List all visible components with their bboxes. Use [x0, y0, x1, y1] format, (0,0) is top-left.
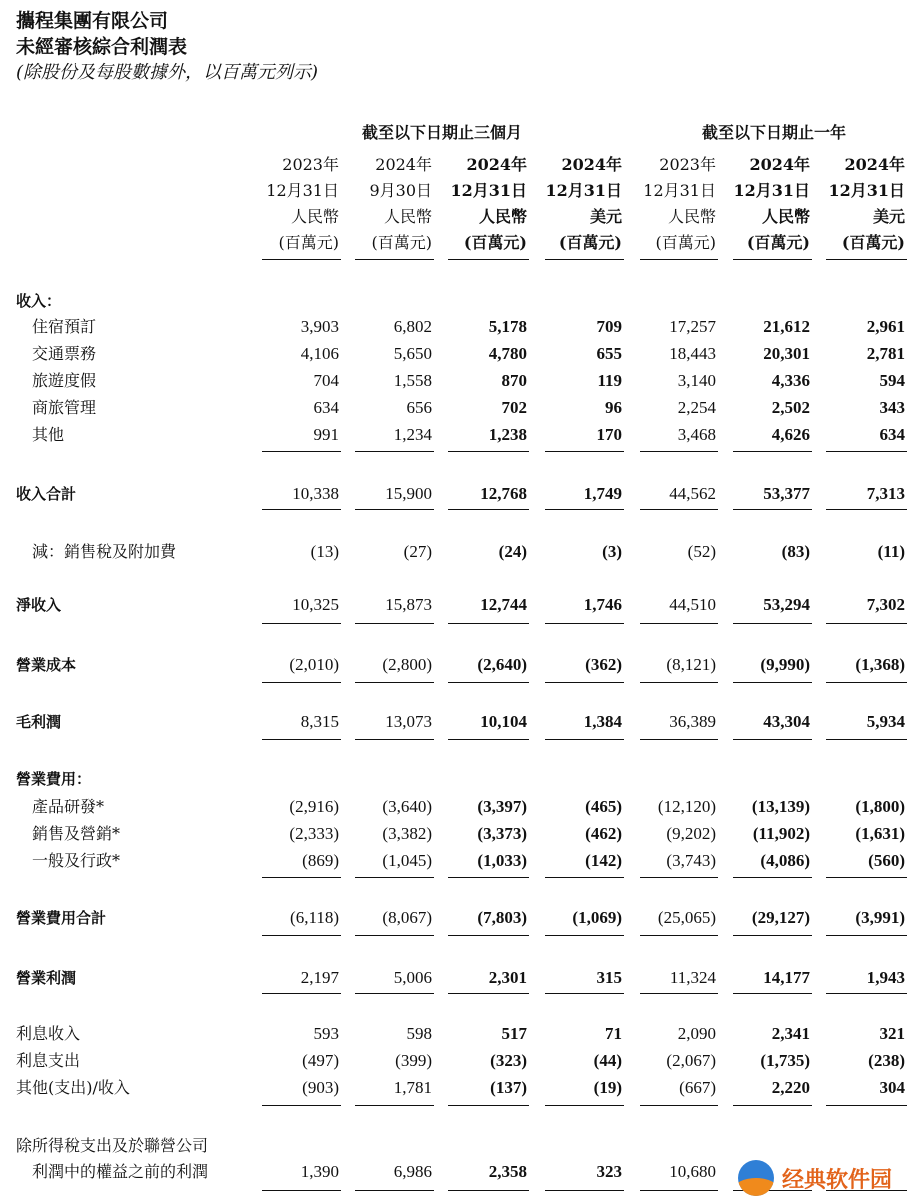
cell-value: 5,178	[488, 317, 527, 336]
cell-value: 991	[313, 425, 339, 444]
subtotal-rule	[733, 623, 812, 624]
cell-value: (25,065)	[657, 908, 716, 927]
cell-value: 1,746	[583, 595, 622, 614]
subtotal-rule	[826, 1105, 907, 1106]
column-header-unit: (百萬元)	[463, 233, 527, 252]
cell-value: (19)	[593, 1078, 622, 1097]
column-header-rule	[262, 259, 341, 260]
subtotal-rule	[545, 1190, 624, 1191]
subtotal-rule	[640, 451, 718, 452]
cell-value: (238)	[868, 1051, 905, 1070]
cell-value: (24)	[498, 542, 527, 561]
cell-value: (3,991)	[855, 908, 905, 927]
cell-value: (399)	[395, 1051, 432, 1070]
subtotal-rule	[826, 682, 907, 683]
cell-value: 4,106	[300, 344, 339, 363]
cell-value: (142)	[585, 851, 622, 870]
cell-value: (462)	[585, 824, 622, 843]
subtotal-rule	[262, 1105, 341, 1106]
cell-value: (8,121)	[666, 655, 716, 674]
row-label: 其他(支出)/收入	[16, 1078, 130, 1097]
cell-value: 5,006	[393, 968, 432, 987]
subtotal-rule	[640, 623, 718, 624]
cell-value: (3,382)	[382, 824, 432, 843]
cell-value: (2,010)	[289, 655, 339, 674]
subtotal-rule	[640, 993, 718, 994]
subtotal-rule	[262, 682, 341, 683]
cell-value: 593	[313, 1024, 339, 1043]
cell-value: 71	[605, 1024, 622, 1043]
row-label: 交通票務	[32, 344, 97, 363]
cell-value: 1,943	[866, 968, 905, 987]
table-row	[0, 794, 918, 820]
cell-value: (13)	[310, 542, 339, 561]
column-header-date: 12月31日	[828, 181, 905, 200]
subtotal-rule	[640, 682, 718, 683]
column-header-unit: (百萬元)	[841, 233, 905, 252]
table-row	[0, 539, 918, 565]
column-header-rule	[640, 259, 718, 260]
cell-value: 1,558	[393, 371, 432, 390]
cell-value: 17,257	[669, 317, 716, 336]
subtotal-rule	[262, 739, 341, 740]
cell-value: (4,086)	[760, 851, 810, 870]
cell-value: (560)	[868, 851, 905, 870]
subtotal-rule	[733, 1105, 812, 1106]
cell-value: 634	[879, 425, 905, 444]
cell-value: (1,368)	[855, 655, 905, 674]
subtotal-rule	[262, 623, 341, 624]
cell-value: 53,377	[763, 484, 810, 503]
cell-value: 119	[597, 371, 622, 390]
cell-value: 36,389	[669, 712, 716, 731]
subtotal-rule	[826, 877, 907, 878]
subtotal-rule	[448, 509, 529, 510]
cell-value: 1,234	[393, 425, 432, 444]
cell-value: 1,384	[583, 712, 622, 731]
cell-value: (869)	[302, 851, 339, 870]
cell-value: (29,127)	[751, 908, 810, 927]
cell-value: 709	[596, 317, 622, 336]
column-header-unit: (百萬元)	[558, 233, 622, 252]
cell-value: 44,562	[669, 484, 716, 503]
subtotal-rule	[262, 509, 341, 510]
row-label: 利息支出	[16, 1051, 81, 1070]
cell-value: 44,510	[669, 595, 716, 614]
cell-value: 594	[879, 371, 905, 390]
cell-value: 11,324	[669, 968, 716, 987]
cell-value: 4,780	[488, 344, 527, 363]
watermark	[738, 1158, 908, 1198]
cell-value: 315	[596, 968, 622, 987]
column-header-date: 12月31日	[266, 181, 339, 200]
subtotal-rule	[262, 1190, 341, 1191]
row-label: 收入：	[16, 292, 62, 310]
subtotal-rule	[262, 451, 341, 452]
subtotal-rule	[733, 877, 812, 878]
cell-value: 10,104	[480, 712, 527, 731]
column-header-6	[724, 152, 810, 256]
column-header-unit: (百萬元)	[655, 233, 716, 252]
cell-value: 15,873	[385, 595, 432, 614]
column-header-rule	[826, 259, 907, 260]
column-header-unit: (百萬元)	[278, 233, 339, 252]
cell-value: (667)	[679, 1078, 716, 1097]
subtotal-rule	[640, 509, 718, 510]
cell-value: 656	[406, 398, 432, 417]
row-label: 營業費用：	[16, 770, 92, 788]
cell-value: (2,916)	[289, 797, 339, 816]
cell-value: (2,640)	[477, 655, 527, 674]
column-header-rule	[355, 259, 434, 260]
column-header-date: 12月31日	[450, 181, 527, 200]
column-header-year: 2024年	[749, 155, 810, 174]
subtotal-rule	[640, 1190, 718, 1191]
subtotal-rule	[545, 509, 624, 510]
cell-value: 12,744	[480, 595, 527, 614]
subtotal-rule	[355, 993, 434, 994]
cell-value: (8,067)	[382, 908, 432, 927]
column-header-currency: 人民幣	[383, 207, 432, 226]
subtotal-rule	[545, 739, 624, 740]
cell-value: 5,934	[866, 712, 905, 731]
subtotal-rule	[640, 935, 718, 936]
table-row	[0, 1048, 918, 1074]
column-header-date: 12月31日	[545, 181, 622, 200]
cell-value: (1,735)	[760, 1051, 810, 1070]
column-header-rule	[733, 259, 812, 260]
column-header-currency: 人民幣	[290, 207, 339, 226]
row-label: 利息收入	[16, 1024, 81, 1043]
subtotal-rule	[640, 877, 718, 878]
column-header-year: 2023年	[659, 155, 716, 174]
subtotal-rule	[262, 993, 341, 994]
watermark-logo-icon	[738, 1160, 774, 1196]
cell-value: 12,768	[480, 484, 527, 503]
table-row	[0, 1021, 918, 1047]
subtotal-rule	[826, 509, 907, 510]
row-label: 一般及行政*	[32, 851, 121, 870]
subtotal-rule	[448, 1105, 529, 1106]
subtotal-rule	[448, 935, 529, 936]
cell-value: 21,612	[763, 317, 810, 336]
statement-title: 未經審核綜合利潤表	[16, 36, 188, 58]
cell-value: (13,139)	[751, 797, 810, 816]
subtotal-rule	[355, 1105, 434, 1106]
cell-value: 2,197	[300, 968, 339, 987]
watermark-text: 经典软件园	[782, 1167, 893, 1193]
cell-value: 8,315	[300, 712, 339, 731]
cell-value: 4,336	[771, 371, 810, 390]
cell-value: (11)	[877, 542, 905, 561]
column-header-currency: 人民幣	[761, 207, 810, 226]
cell-value: (12,120)	[657, 797, 716, 816]
cell-value: 1,749	[583, 484, 622, 503]
cell-value: (3,397)	[477, 797, 527, 816]
row-label: 銷售及營銷*	[32, 824, 121, 843]
row-label: 其他	[32, 425, 65, 444]
column-header-1	[253, 152, 339, 256]
column-header-year: 2024年	[844, 155, 905, 174]
column-header-currency: 人民幣	[478, 207, 527, 226]
cell-value: (6,118)	[290, 908, 339, 927]
cell-value: (9,202)	[666, 824, 716, 843]
subtotal-rule	[545, 451, 624, 452]
group-header-three-months: 截至以下日期止三個月	[361, 123, 522, 142]
cell-value: 321	[879, 1024, 905, 1043]
cell-value: 15,900	[385, 484, 432, 503]
table-row	[0, 288, 918, 314]
subtotal-rule	[262, 877, 341, 878]
row-label: 營業成本	[16, 656, 77, 674]
cell-value: 2,358	[488, 1162, 527, 1181]
cell-value: (3,743)	[666, 851, 716, 870]
cell-value: (1,045)	[382, 851, 432, 870]
row-label: 淨收入	[16, 596, 62, 614]
subtotal-rule	[733, 451, 812, 452]
row-label: 旅遊度假	[32, 371, 97, 390]
cell-value: (1,033)	[477, 851, 527, 870]
table-row	[0, 314, 918, 340]
cell-value: 598	[406, 1024, 432, 1043]
cell-value: 1,390	[300, 1162, 339, 1181]
cell-value: 6,986	[393, 1162, 432, 1181]
column-header-date: 9月30日	[369, 181, 432, 200]
cell-value: 14,177	[763, 968, 810, 987]
cell-value: 96	[605, 398, 622, 417]
subtotal-rule	[448, 682, 529, 683]
subtotal-rule	[545, 877, 624, 878]
cell-value: 43,304	[763, 712, 810, 731]
table-row	[0, 422, 918, 448]
table-row	[0, 848, 918, 874]
table-row	[0, 652, 918, 678]
table-row	[0, 481, 918, 507]
cell-value: 2,220	[771, 1078, 810, 1097]
table-row	[0, 905, 918, 931]
cell-value: (1,069)	[572, 908, 622, 927]
cell-value: 2,502	[771, 398, 810, 417]
subtotal-rule	[262, 935, 341, 936]
column-header-year: 2024年	[466, 155, 527, 174]
subtotal-rule	[355, 451, 434, 452]
column-header-unit: (百萬元)	[746, 233, 810, 252]
cell-value: 7,302	[866, 595, 905, 614]
cell-value: 13,073	[385, 712, 432, 731]
subtotal-rule	[545, 993, 624, 994]
group-header-twelve-months: 截至以下日期止一年	[701, 123, 846, 142]
cell-value: 4,626	[771, 425, 810, 444]
table-row	[0, 965, 918, 991]
subtotal-rule	[355, 935, 434, 936]
cell-value: 870	[501, 371, 527, 390]
column-header-currency: 美元	[589, 207, 622, 226]
cell-value: 1,781	[393, 1078, 432, 1097]
row-label: 住宿預訂	[32, 317, 97, 336]
subtotal-rule	[545, 935, 624, 936]
cell-value: (44)	[593, 1051, 622, 1070]
cell-value: (9,990)	[760, 655, 810, 674]
cell-value: 3,468	[677, 425, 716, 444]
cell-value: 20,301	[763, 344, 810, 363]
cell-value: 5,650	[393, 344, 432, 363]
cell-value: 2,961	[866, 317, 905, 336]
cell-value: 634	[313, 398, 339, 417]
subtotal-rule	[545, 1105, 624, 1106]
cell-value: 517	[501, 1024, 527, 1043]
cell-value: 2,301	[488, 968, 527, 987]
cell-value: (2,067)	[666, 1051, 716, 1070]
cell-value: (1,631)	[855, 824, 905, 843]
column-header-unit: (百萬元)	[371, 233, 432, 252]
cell-value: 2,090	[677, 1024, 716, 1043]
cell-value: 655	[596, 344, 622, 363]
row-label: 營業利潤	[16, 969, 77, 987]
cell-value: 3,903	[300, 317, 339, 336]
subtotal-rule	[545, 682, 624, 683]
subtotal-rule	[355, 1190, 434, 1191]
cell-value: (362)	[585, 655, 622, 674]
cell-value: (27)	[403, 542, 432, 561]
subtotal-rule	[355, 877, 434, 878]
subtotal-rule	[355, 509, 434, 510]
column-header-5	[630, 152, 716, 256]
table-row	[0, 368, 918, 394]
cell-value: (83)	[781, 542, 810, 561]
row-label: 收入合計	[16, 485, 77, 503]
cell-value: (137)	[490, 1078, 527, 1097]
units-note: (除股份及每股數據外，以百萬元列示)	[16, 62, 319, 83]
column-header-rule	[545, 259, 624, 260]
cell-value: 53,294	[763, 595, 810, 614]
cell-value: 343	[879, 398, 905, 417]
row-label: 營業費用合計	[16, 909, 107, 927]
column-header-3	[441, 152, 527, 256]
cell-value: (3,373)	[477, 824, 527, 843]
cell-value: (465)	[585, 797, 622, 816]
cell-value: (11,902)	[752, 824, 810, 843]
column-header-year: 2024年	[561, 155, 622, 174]
table-row	[0, 341, 918, 367]
subtotal-rule	[448, 623, 529, 624]
column-header-date: 12月31日	[733, 181, 810, 200]
cell-value: 2,254	[677, 398, 716, 417]
cell-value: 304	[879, 1078, 905, 1097]
cell-value: (3)	[602, 542, 622, 561]
column-header-currency: 人民幣	[667, 207, 716, 226]
cell-value: 1,238	[488, 425, 527, 444]
column-header-rule	[448, 259, 529, 260]
table-row	[0, 592, 918, 618]
cell-value: 2,781	[866, 344, 905, 363]
cell-value: 3,140	[677, 371, 716, 390]
subtotal-rule	[355, 739, 434, 740]
row-label: 商旅管理	[32, 398, 97, 417]
subtotal-rule	[733, 739, 812, 740]
row-label: 毛利潤	[16, 713, 62, 731]
subtotal-rule	[355, 623, 434, 624]
cell-value: (2,333)	[289, 824, 339, 843]
cell-value: 170	[596, 425, 622, 444]
cell-value: (497)	[302, 1051, 339, 1070]
cell-value: (323)	[490, 1051, 527, 1070]
row-label: 產品研發*	[32, 797, 105, 816]
subtotal-rule	[448, 451, 529, 452]
cell-value: 10,680	[669, 1162, 716, 1181]
subtotal-rule	[826, 739, 907, 740]
subtotal-rule	[448, 993, 529, 994]
table-row	[0, 821, 918, 847]
subtotal-rule	[545, 623, 624, 624]
subtotal-rule	[448, 1190, 529, 1191]
subtotal-rule	[355, 682, 434, 683]
subtotal-rule	[826, 935, 907, 936]
cell-value: 7,313	[866, 484, 905, 503]
company-name: 攜程集團有限公司	[16, 10, 169, 32]
cell-value: 18,443	[669, 344, 716, 363]
cell-value: (1,800)	[855, 797, 905, 816]
table-row	[0, 395, 918, 421]
subtotal-rule	[640, 1105, 718, 1106]
subtotal-rule	[448, 739, 529, 740]
subtotal-rule	[640, 739, 718, 740]
column-header-year: 2023年	[282, 155, 339, 174]
cell-value: 2,341	[771, 1024, 810, 1043]
cell-value: (3,640)	[382, 797, 432, 816]
subtotal-rule	[733, 935, 812, 936]
cell-value: 702	[501, 398, 527, 417]
subtotal-rule	[826, 451, 907, 452]
cell-value: 10,325	[292, 595, 339, 614]
column-header-7	[819, 152, 905, 256]
table-row	[0, 1075, 918, 1101]
subtotal-rule	[733, 682, 812, 683]
table-row	[0, 1133, 918, 1159]
subtotal-rule	[448, 877, 529, 878]
cell-value: 10,338	[292, 484, 339, 503]
subtotal-rule	[733, 509, 812, 510]
column-header-currency: 美元	[872, 207, 905, 226]
cell-value: (52)	[687, 542, 716, 561]
cell-value: (7,803)	[477, 908, 527, 927]
table-row	[0, 709, 918, 735]
cell-value: 704	[313, 371, 339, 390]
table-row	[0, 766, 918, 792]
row-label: 利潤中的權益之前的利潤	[32, 1162, 209, 1181]
subtotal-rule	[826, 993, 907, 994]
row-label: 除所得稅支出及於聯營公司	[16, 1136, 209, 1155]
row-label: 減：銷售稅及附加費	[32, 542, 177, 561]
subtotal-rule	[733, 993, 812, 994]
subtotal-rule	[826, 623, 907, 624]
cell-value: (2,800)	[382, 655, 432, 674]
column-header-year: 2024年	[375, 155, 432, 174]
column-header-4	[536, 152, 622, 256]
cell-value: 323	[596, 1162, 622, 1181]
column-header-date: 12月31日	[643, 181, 716, 200]
column-header-2	[346, 152, 432, 256]
cell-value: 6,802	[393, 317, 432, 336]
cell-value: (903)	[302, 1078, 339, 1097]
